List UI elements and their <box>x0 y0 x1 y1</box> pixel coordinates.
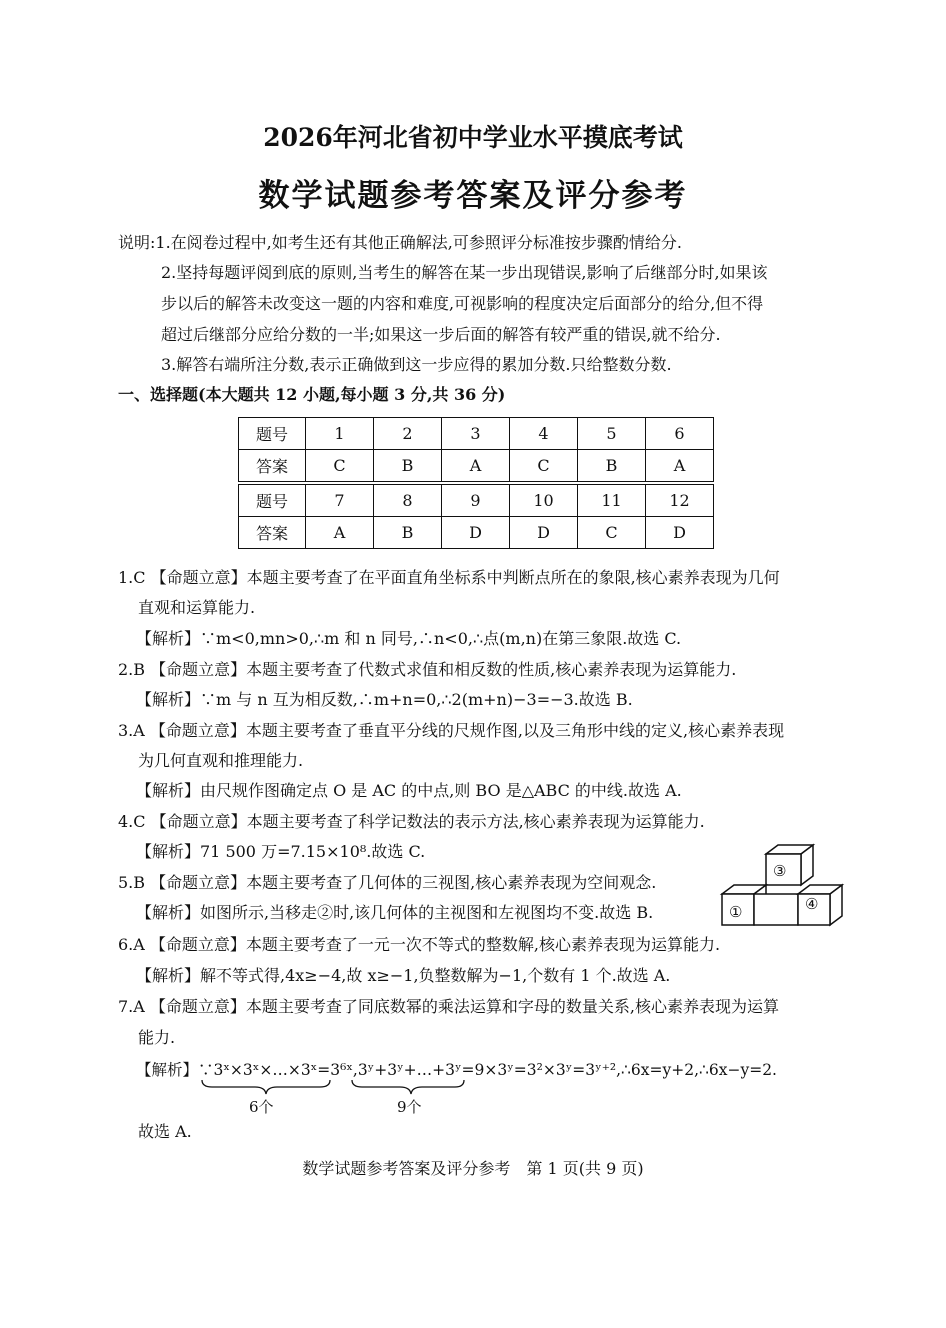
table-cell: 10 <box>510 483 578 517</box>
table-cell: 8 <box>374 483 442 517</box>
table-cell: 1 <box>306 418 374 450</box>
note-line: 3.解答右端所注分数,表示正确做到这一步应得的累加分数.只给整数分数. <box>161 355 672 374</box>
table-cell: 题号 <box>239 483 306 517</box>
table-cell: 11 <box>578 483 646 517</box>
table-row <box>239 418 714 450</box>
table-cell: A <box>306 517 374 549</box>
section-heading: 一、选择题(本大题共 12 小题,每小题 3 分,共 36 分) <box>118 385 506 404</box>
table-cell: 6 <box>646 418 714 450</box>
answer-line: 故选 A. <box>138 1122 192 1141</box>
table-cell: C <box>510 450 578 484</box>
note-line: 说明:1.在阅卷过程中,如考生还有其他正确解法,可参照评分标准按步骤酌情给分. <box>118 233 682 252</box>
table-cell: 7 <box>306 483 374 517</box>
underbrace-icon <box>352 1080 464 1094</box>
document-title: 数学试题参考答案及评分参考 <box>258 178 688 214</box>
answer-line: 【解析】∵m 与 n 互为相反数,∴m+n=0,∴2(m+n)−3=−3.故选 B. <box>136 690 633 709</box>
underbrace-icons <box>200 1078 480 1098</box>
table-cell: 答案 <box>239 450 306 484</box>
table-cell: 4 <box>510 418 578 450</box>
answer-line: 2.B 【命题立意】本题主要考查了代数式求值和相反数的性质,核心素养表现为运算能力. <box>118 660 737 679</box>
page-footer: 数学试题参考答案及评分参考 第 1 页(共 9 页) <box>302 1159 644 1178</box>
table-row <box>239 517 714 549</box>
table-cell: A <box>442 450 510 484</box>
table-cell: A <box>646 450 714 484</box>
answer-line: 4.C 【命题立意】本题主要考查了科学记数法的表示方法,核心素养表现为运算能力. <box>118 812 705 831</box>
table-cell: 题号 <box>239 418 306 450</box>
table-cell: D <box>646 517 714 549</box>
underbrace-icon <box>202 1080 330 1094</box>
table-cell: 答案 <box>239 517 306 549</box>
cube-label: ① <box>729 903 743 921</box>
table-row <box>239 483 714 517</box>
answer-table <box>238 417 714 549</box>
table-cell: C <box>578 517 646 549</box>
answer-line: 【解析】由尺规作图确定点 O 是 AC 的中点,则 BO 是△ABC 的中线.故选 A. <box>136 781 682 800</box>
table-row <box>239 450 714 484</box>
table-cell: 2 <box>374 418 442 450</box>
answer-line: 【解析】∵3ˣ×3ˣ×…×3ˣ=3⁶ˣ,3ʸ+3ʸ+…+3ʸ=9×3ʸ=3²×3ʸ=3ʸ⁺²,∴6x=y+2,∴6x−y=2. <box>136 1061 777 1079</box>
table-cell: 3 <box>442 418 510 450</box>
table-cell: 9 <box>442 483 510 517</box>
table-cell: D <box>510 517 578 549</box>
answer-line: 7.A 【命题立意】本题主要考查了同底数幂的乘法运算和字母的数量关系,核心素养表现为运算 <box>118 997 779 1016</box>
table-cell: 12 <box>646 483 714 517</box>
table-cell: B <box>374 450 442 484</box>
note-line: 2.坚持每题评阅到底的原则,当考生的解答在某一步出现错误,影响了后继部分时,如果该 <box>161 263 768 282</box>
table-cell: C <box>306 450 374 484</box>
answer-line: 【解析】解不等式得,4x≥−4,故 x≥−1,负整数解为−1,个数有 1 个.故选 A. <box>136 966 671 985</box>
answer-line: 【解析】71 500 万=7.15×10⁸.故选 C. <box>136 842 426 861</box>
answer-line: 6.A 【命题立意】本题主要考查了一元一次不等式的整数解,核心素养表现为运算能力. <box>118 935 721 954</box>
brace-label: 9个 <box>397 1098 422 1116</box>
answer-line: 【解析】如图所示,当移走②时,该几何体的主视图和左视图均不变.故选 B. <box>136 903 654 922</box>
table-cell: B <box>374 517 442 549</box>
note-line: 步以后的解答未改变这一题的内容和难度,可视影响的程度决定后面部分的给分,但不得 <box>161 294 764 313</box>
exam-title: 2026年河北省初中学业水平摸底考试 <box>263 123 683 152</box>
answer-line: 直观和运算能力. <box>138 598 256 617</box>
answer-line: 【解析】∵m<0,mn>0,∴m 和 n 同号,∴n<0,∴点(m,n)在第三象限.故选 C. <box>136 629 682 648</box>
brace-label: 6个 <box>249 1098 274 1116</box>
answer-line: 3.A 【命题立意】本题主要考查了垂直平分线的尺规作图,以及三角形中线的定义,核心素养表现 <box>118 721 785 740</box>
note-line: 超过后继部分应给分数的一半;如果这一步后面的解答有较严重的错误,就不给分. <box>161 325 721 344</box>
answer-line: 5.B 【命题立意】本题主要考查了几何体的三视图,核心素养表现为空间观念. <box>118 873 657 892</box>
table-cell: B <box>578 450 646 484</box>
answer-line: 为几何直观和推理能力. <box>138 751 304 770</box>
answer-line: 能力. <box>138 1028 176 1047</box>
cube-label: ④ <box>805 895 819 913</box>
table-cell: D <box>442 517 510 549</box>
cube-label: ③ <box>773 862 787 880</box>
table-cell: 5 <box>578 418 646 450</box>
answer-line: 1.C 【命题立意】本题主要考查了在平面直角坐标系中判断点所在的象限,核心素养表现为几何 <box>118 568 780 587</box>
